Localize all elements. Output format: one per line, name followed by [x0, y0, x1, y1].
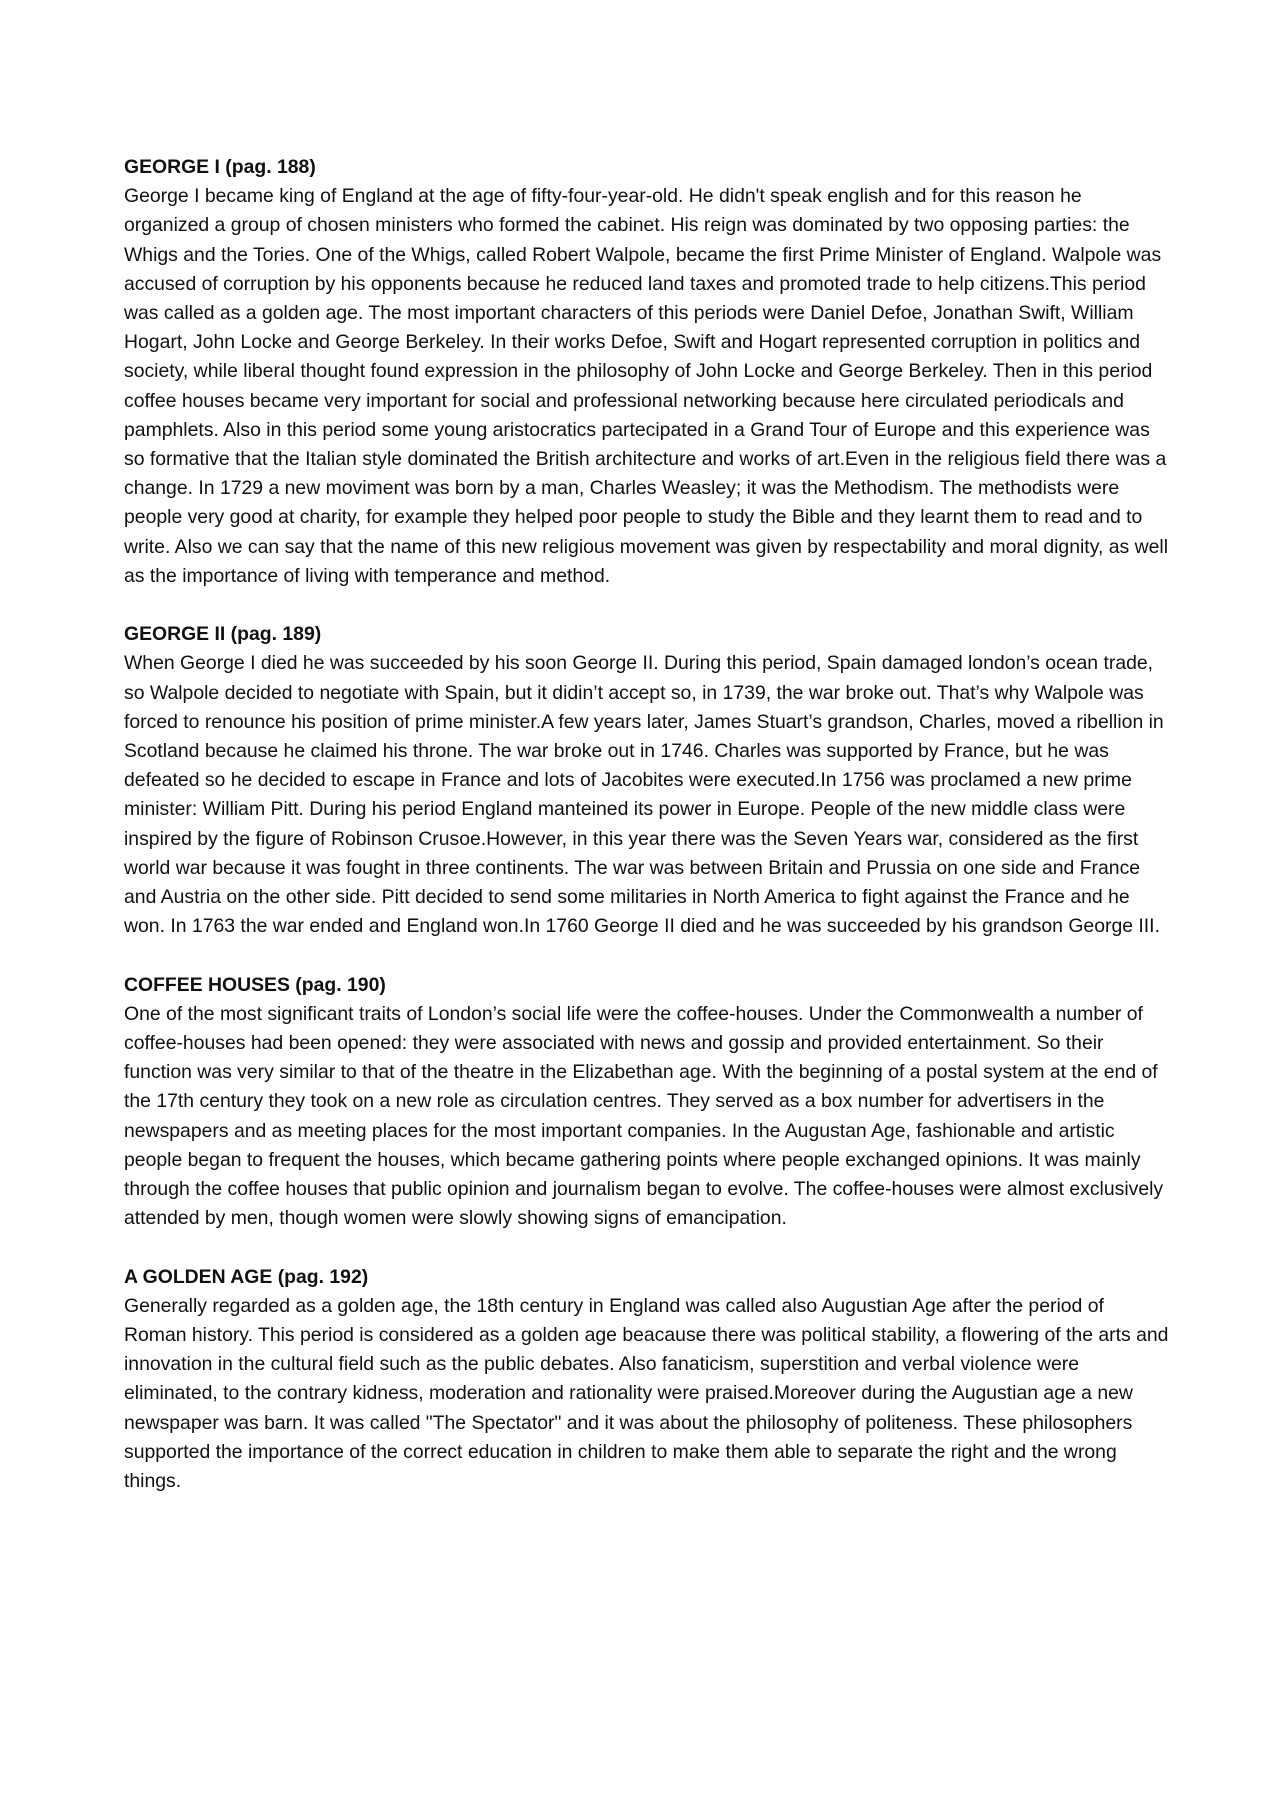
- section-george-i: [124, 153, 1170, 591]
- section-heading: GEORGE I (pag. 188): [124, 156, 316, 178]
- section-george-ii: [124, 620, 1170, 941]
- section-body: When George I died he was succeeded by his soon George II. During this period, Spain damaged london’s ocean trade, so Walpole decided to negotiate with Spain, but it didin’t accept so, in 1739, the war broke out. That’s why Walpole was forced to renounce his position of prime minister.A few years later, James Stuart’s grandson, Charles, moved a ribellion in Scotland because he claimed his throne. The war broke out in 1746. Charles was supported by France, but he was defeated so he decided to escape in France and lots of Jacobites were executed.In 1756 was proclamed a new prime minister: William Pitt. During his period England manteined its power in Europe. People of the new middle class were inspired by the figure of Robinson Crusoe.However, in this year there was the Seven Years war, considered as the first world war because it was fought in three continents. The war was between Britain and Prussia on one side and France and Austria on the other side. Pitt decided to send some militaries in North America to fight against the France and he won. In 1763 the war ended and England won.In 1760 George II died and he was succeeded by his grandson George III.: [124, 652, 1164, 938]
- section-body: One of the most significant traits of London’s social life were the coffee-houses. Under the Commonwealth a number of coffee-houses had been opened: they were associated with news and gossip and provided entertainment. So their function was very similar to that of the theatre in the Elizabethan age. With the beginning of a postal system at the end of the 17th century they took on a new role as circulation centres. They served as a box number for advertisers in the newspapers and as meeting places for the most important companies. In the Augustan Age, fashionable and artistic people began to frequent the houses, which became gathering points where people exchanged opinions. It was mainly through the coffee houses that public opinion and journalism began to evolve. The coffee-houses were almost exclusively attended by men, though women were slowly showing signs of emancipation.: [124, 1002, 1164, 1230]
- section-heading: A GOLDEN AGE (pag. 192): [124, 1265, 369, 1288]
- section-body: George I became king of England at the age of fifty-four-year-old. He didn't speak english and for this reason he organized a group of chosen ministers who formed the cabinet. His reign was dominated by two opposing parties: the Whigs and the Tories. One of the Whigs, called Robert Walpole, became the first Prime Minister of England. Walpole was accused of corruption by his opponents because he reduced land taxes and promoted trade to help citizens.This period was called as a golden age. The most important characters of this periods were Daniel Defoe, Jonathan Swift, William Hogart, John Locke and George Berkeley. In their works Defoe, Swift and Hogart represented corruption in politics and society, while liberal thought found expression in the philosophy of John Locke and George Berkeley. Then in this period coffee houses became very important for social and professional networking because here circulated periodicals and pamphlets. Also in this period some young aristocratics partecipated in a Grand Tour of Europe and this experience was so formative that the Italian style dominated the British architecture and works of art.Even in the religious field there was a change. In 1729 a new moviment was born by a man, Charles Weasley; it was the Methodism. The methodists were people very good at charity, for example they helped poor people to study the Bible and they learnt them to read and to write. Also we can say that the name of this new religious movement was given by respectability and moral dignity, as well as the importance of living with temperance and method.: [124, 185, 1168, 587]
- section-body: Generally regarded as a golden age, the 18th century in England was called also Augustian Age after the period of Roman history. This period is considered as a golden age beacause there was political stability, a flowering of the arts and innovation in the cultural field such as the public debates. Also fanaticism, superstition and verbal violence were eliminated, to the contrary kidness, moderation and rationality were praised.Moreover during the Augustian age a new newspaper was barn. It was called "The Spectator" and it was about the philosophy of politeness. These philosophers supported the importance of the correct education in children to make them able to separate the right and the wrong things.: [124, 1294, 1169, 1493]
- section-heading: COFFEE HOUSES (pag. 190): [124, 973, 386, 996]
- section-heading: GEORGE II (pag. 189): [124, 623, 322, 646]
- section-coffee-houses: [124, 971, 1170, 1234]
- section-golden-age: [124, 1263, 1170, 1497]
- document-page: [124, 153, 1170, 1525]
